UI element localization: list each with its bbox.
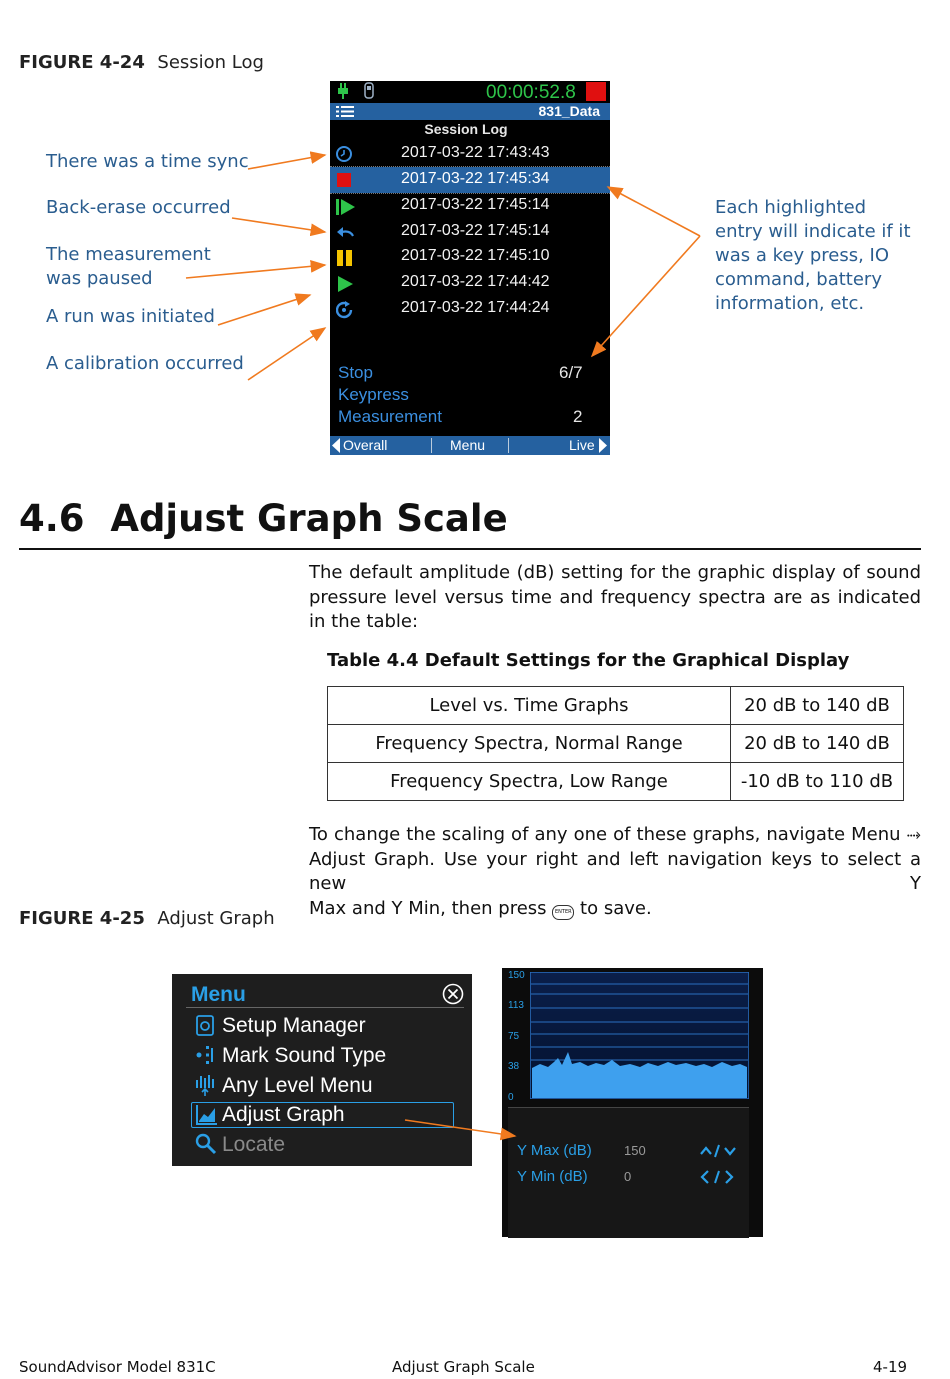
table-cell: 20 dB to 140 dB [731,725,904,763]
ymax-value[interactable]: 150 [624,1143,646,1158]
log-entry[interactable]: 2017-03-22 17:44:24 [330,296,610,322]
y-tick-38: 38 [508,1061,520,1072]
footer-center: Adjust Graph Scale [392,1358,535,1376]
table-cell: Frequency Spectra, Normal Range [328,725,731,763]
callout-back-erase: Back-erase occurred [46,197,231,218]
section-heading: 4.6 Adjust Graph Scale [19,497,508,540]
menu-item-setup-manager[interactable]: Setup Manager [192,1013,454,1039]
callout-calibration: A calibration occurred [46,353,244,374]
footer-left: SoundAdvisor Model 831C [19,1358,216,1376]
menu-item-any-level-menu[interactable]: Any Level Menu [192,1073,454,1099]
log-entry[interactable]: 2017-03-22 17:45:14 [330,219,610,245]
figure-caption: FIGURE 4-24 Session Log [19,52,264,73]
page-number: 4-19 [873,1358,908,1376]
run-timer: 00:00:52.8 [486,82,576,103]
instructions-paragraph: To change the scaling of any one of these graphs, navigate Menu ⤑ Adjust Graph. Use your right and left navigation keys to select a new Y Max and Y Min, then press ENTER to save. [309,824,921,919]
log-entry[interactable]: 2017-03-22 17:45:10 [330,244,610,270]
log-entry[interactable]: 2017-03-22 17:45:14 [330,193,610,219]
softkey-overall[interactable]: Overall [343,437,388,453]
table-cell: 20 dB to 140 dB [731,687,904,725]
menu-item-mark-sound-type[interactable]: Mark Sound Type [192,1043,454,1069]
menu-item-locate[interactable]: Locate [192,1132,454,1158]
menu-title: Menu [191,983,246,1006]
y-tick-0: 0 [508,1092,514,1103]
table-cell: Frequency Spectra, Low Range [328,763,731,801]
y-tick-75: 75 [508,1031,520,1042]
table-cell: Level vs. Time Graphs [328,687,731,725]
y-tick-113: 113 [508,1000,524,1011]
data-file-name: 831_Data [538,103,600,119]
figure-caption: FIGURE 4-25 Adjust Graph [19,908,275,929]
detail-source: Keypress [338,385,409,404]
intro-paragraph: The default amplitude (dB) setting for the graphic display of sound pressure level versus time and frequency spectra are as indicated in the table: [309,562,921,632]
screen-title: Session Log [424,121,508,137]
callout-run: A run was initiated [46,306,215,327]
softkey-live[interactable]: Live [569,437,595,453]
log-entry[interactable]: 2017-03-22 17:43:43 [330,141,610,167]
detail-value: 2 [573,407,583,426]
menu-item-adjust-graph[interactable]: Adjust Graph [191,1102,454,1128]
detail-count: 6/7 [559,363,583,382]
table-caption: Table 4.4 Default Settings for the Graphical Display [327,650,850,671]
log-entry-selected[interactable]: 2017-03-22 17:45:34 [330,167,610,193]
log-entry[interactable]: 2017-03-22 17:44:42 [330,270,610,296]
enter-key-icon: ENTER [552,905,574,920]
callout-paused: The measurement was paused [46,244,211,289]
ymin-label: Y Min (dB) [517,1168,588,1185]
softkey-menu[interactable]: Menu [450,437,486,453]
detail-measurement: Measurement [338,407,442,426]
callout-time-sync: There was a time sync [46,151,249,172]
ymin-value[interactable]: 0 [624,1169,632,1184]
table-cell: -10 dB to 110 dB [731,763,904,801]
callout-highlighted-entry: Each highlighted entry will indicate if it was a key press, IO command, battery information, etc. [715,197,911,314]
ymax-label: Y Max (dB) [517,1142,592,1159]
y-tick-150: 150 [508,970,525,981]
detail-event: Stop [338,363,373,382]
